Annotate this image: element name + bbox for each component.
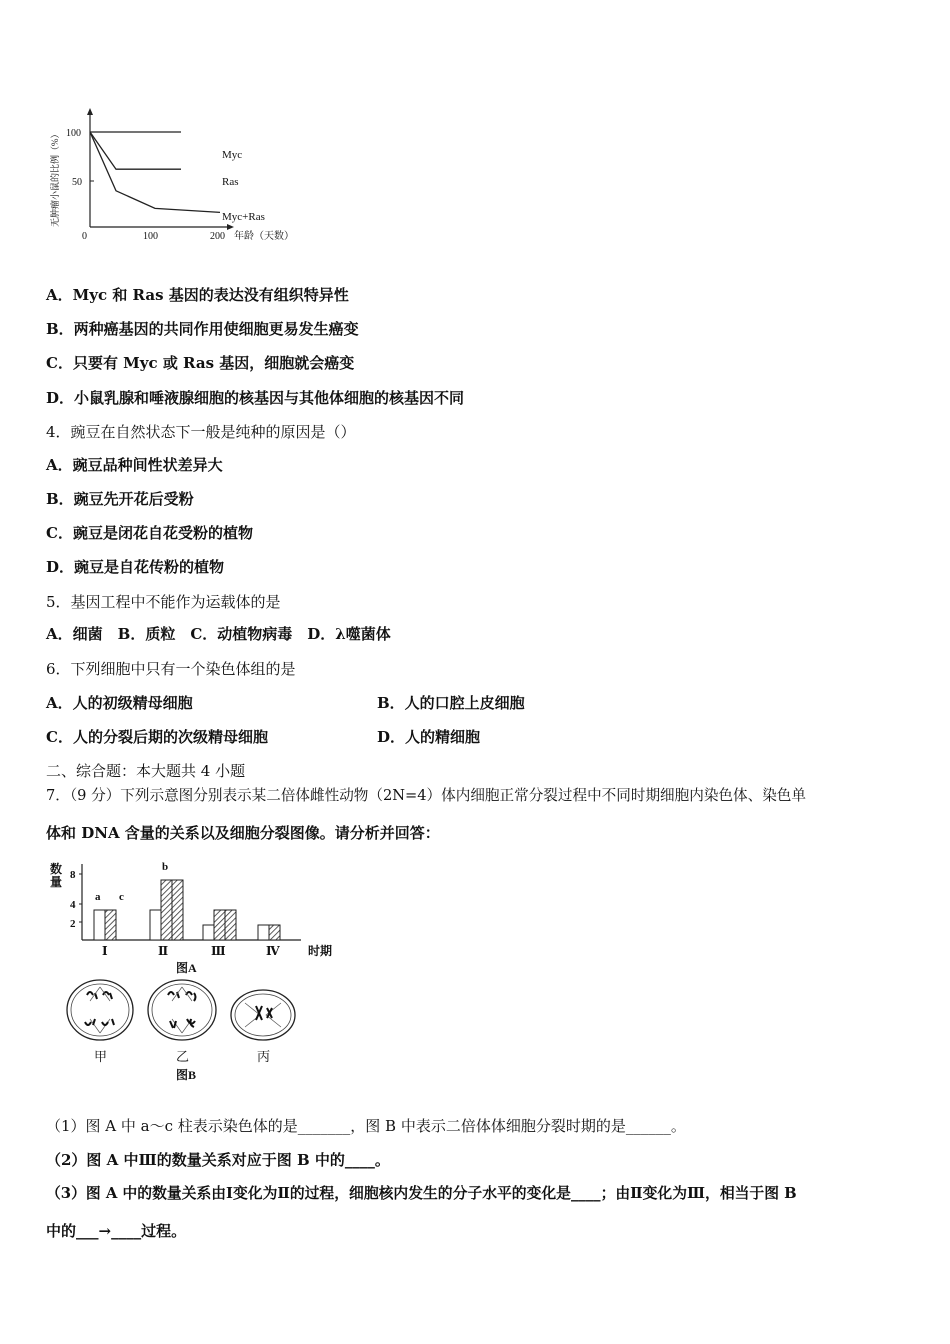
fig1-label-myc-ras: Myc+Ras [222,211,265,223]
cell-bing-label: 丙 [257,1049,271,1064]
q6-option-a: A．人的初级精母细胞 [46,694,193,712]
figA-bar-a-1 [94,910,105,940]
cell-yi-inner [152,984,212,1036]
q6-option-d: D．人的精细胞 [377,728,481,746]
q7-subquestion-3-cont: 中的___→____过程。 [46,1222,187,1240]
q7-subquestion-2: （2）图 A 中Ⅲ的数量关系对应于图 B 中的____。 [46,1151,390,1169]
q7-subquestion-3: （3）图 A 中的数量关系由Ⅰ变化为Ⅱ的过程，细胞核内发生的分子水平的变化是____；由Ⅱ变化为Ⅲ，相当于图 B [46,1185,797,1202]
figA-category-3: Ⅲ [211,944,226,958]
fig1-xtick-label-100: 100 [143,231,158,242]
cell-jia-label: 甲 [94,1049,108,1064]
figure-b-cells [60,975,310,1085]
q4-option-a: A．豌豆品种间性状差异大 [46,456,223,474]
figA-ylabel-2: 量 [50,875,63,889]
tumor-free-chart [46,105,316,245]
figB-title: 图B [176,1068,197,1082]
fig1-ytick-label-50: 50 [72,177,82,188]
cell-jia-outer [67,980,133,1040]
figA-ytick-8: 8 [70,869,76,881]
cell-yi-outer [148,980,216,1040]
cell-yi-label: 乙 [176,1049,190,1064]
cell-bing-spindle [245,1003,281,1027]
fig1-xtick-label-200: 200 [210,231,225,242]
figA-bar-a-4 [258,925,269,940]
q3-option-c: C．只要有 Myc 或 Ras 基因，细胞就会癌变 [46,354,355,372]
q3-option-d: D．小鼠乳腺和唾液腺细胞的核基因与其他体细胞的核基因不同 [46,389,465,407]
figA-bar-label-b: b [162,861,169,873]
q6-option-b: B．人的口腔上皮细胞 [377,694,525,712]
section-heading: 二、综合题：本大题共 4 小题 [46,762,246,780]
figA-category-1: Ⅰ [102,944,108,958]
q3-option-b: B．两种癌基因的共同作用使细胞更易发生癌变 [46,320,359,338]
figA-bar-a-2 [150,910,161,940]
figA-title: 图A [176,961,197,975]
q5-stem: 5．基因工程中不能作为运载体的是 [46,593,281,611]
figA-bar-b-3 [214,910,225,940]
fig1-label-myc: Myc [222,149,243,161]
fig1-xlabel: 年龄（天数） [234,231,294,242]
q4-option-c: C．豌豆是闭花自花受粉的植物 [46,524,253,542]
cell-bing-inner [235,994,291,1036]
cell-jia [67,980,133,1064]
q7-stem-line1: 7．（9 分）下列示意图分别表示某二倍体雌性动物（2N=4）体内细胞正常分裂过程中不同时期细胞内染色体、染色单 [46,787,806,804]
figA-bar-label-c: c [119,891,124,903]
figA-xlabel: 时期 [308,944,333,958]
figA-bar-label-a: a [95,891,101,903]
q6-stem: 6．下列细胞中只有一个染色体组的是 [46,660,296,678]
q7-subquestion-1: （1）图 A 中 a～c 柱表示染色体的是_______，图 B 中表示二倍体体细胞分裂时期的是______。 [46,1117,686,1135]
figA-category-2: Ⅱ [158,944,169,958]
fig1-y-arrow [87,108,93,115]
q3-option-a: A．Myc 和 Ras 基因的表达没有组织特异性 [46,286,349,304]
fig1-xtick-label-0: 0 [82,231,87,242]
q4-stem: 4．豌豆在自然状态下一般是纯种的原因是（） [46,423,356,441]
figA-bar-c-3 [225,910,236,940]
cell-jia-inner [71,984,129,1036]
cell-yi [148,980,216,1064]
cell-yi-chromosomes-bottom [170,1019,195,1028]
figure-a-bar-chart [46,858,356,978]
figA-bar-a-3 [203,925,214,940]
fig1-series-myc-ras [90,132,220,212]
q4-option-d: D．豌豆是自花传粉的植物 [46,558,225,576]
figA-ytick-2: 2 [70,918,76,930]
q5-options: A．细菌 B．质粒 C．动植物病毒 D．λ噬菌体 [46,625,391,643]
cell-bing-outer [231,990,295,1040]
fig1-ylabel [49,130,60,228]
q7-stem-line2: 体和 DNA 含量的关系以及细胞分裂图像。请分析并回答： [46,824,440,842]
fig1-ylabel-text: 无肿瘤小鼠的比例（%） [50,129,60,227]
q6-option-c: C．人的分裂后期的次级精母细胞 [46,728,268,746]
figA-bar-c-4 [269,925,280,940]
figA-category-4: Ⅳ [266,944,280,958]
figA-bar-c-2 [172,880,183,940]
q4-option-b: B．豌豆先开花后受粉 [46,490,194,508]
cell-bing [231,990,295,1064]
figA-bar-c-1 [105,910,116,940]
fig1-ytick-label-100: 100 [66,128,81,139]
figA-ylabel-1: 数 [50,862,63,876]
fig1-x-arrow [227,224,234,230]
figA-ytick-4: 4 [70,899,76,911]
figA-bar-b-2 [161,880,172,940]
fig1-label-ras: Ras [222,176,239,188]
